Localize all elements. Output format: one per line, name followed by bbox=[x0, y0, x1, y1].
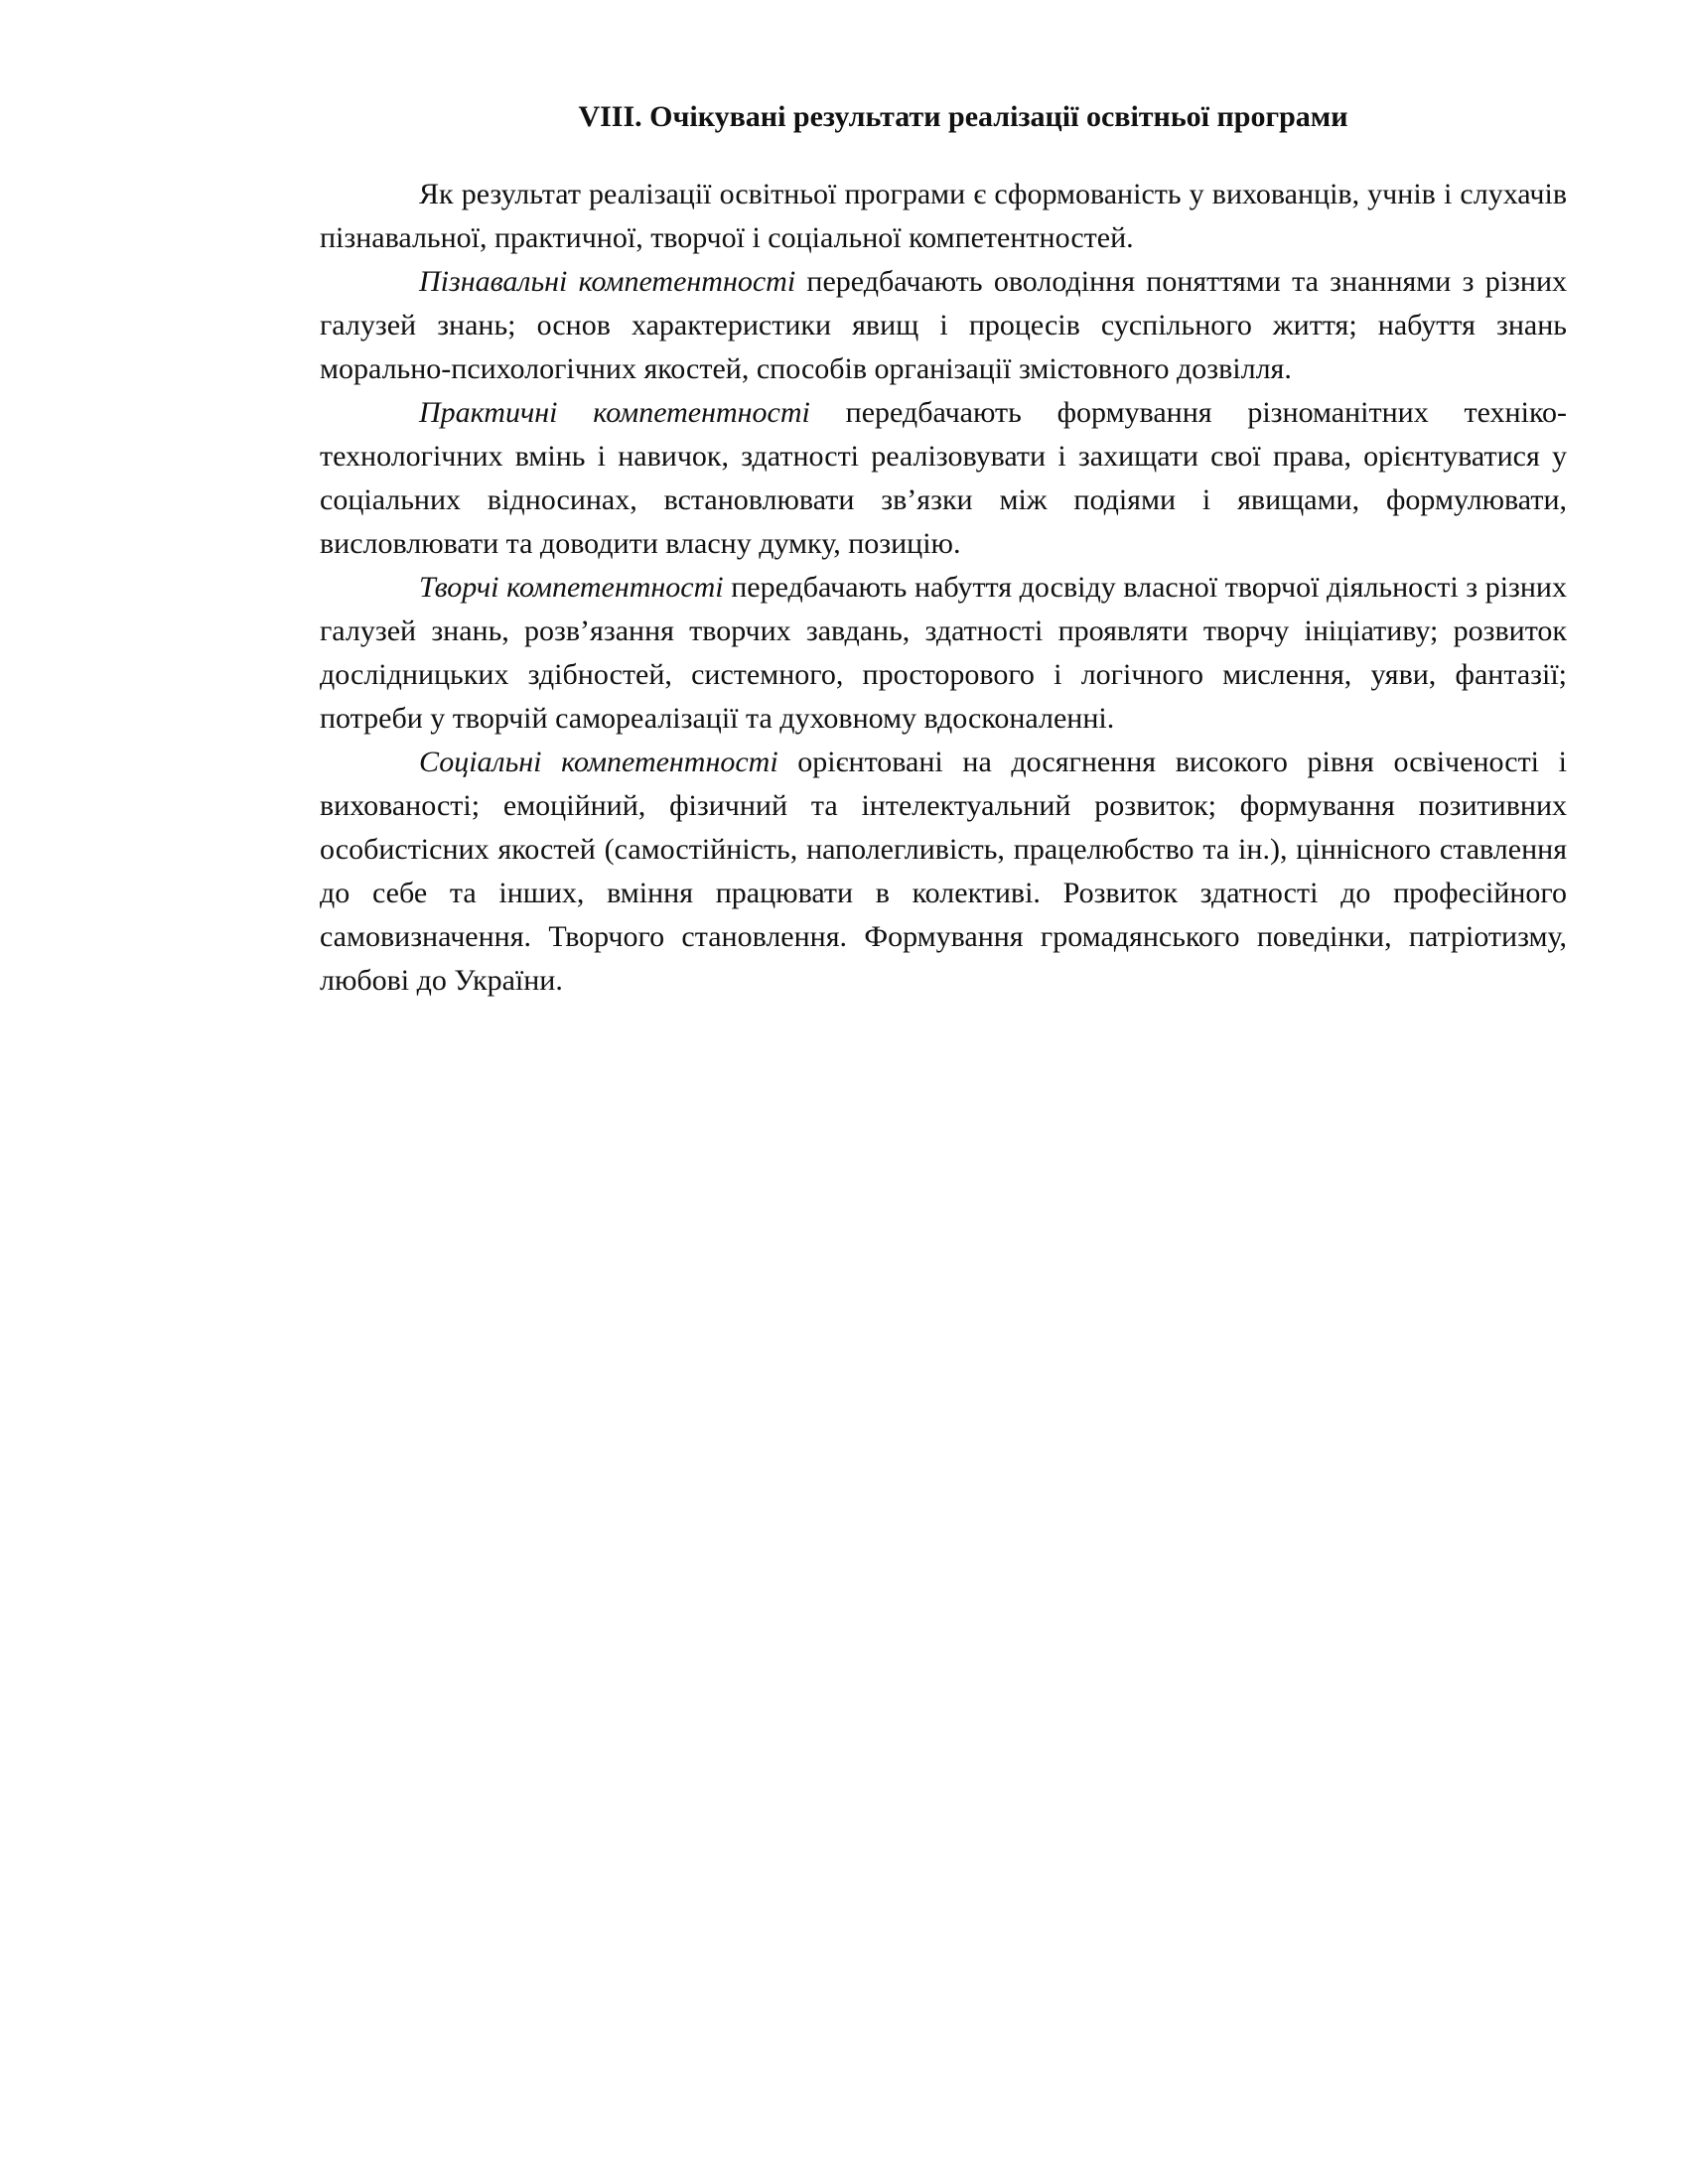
paragraph-text: орієнтовані на досягнення високого рівня освіченості і вихованості; емоційний, фізичний та інтелектуальний розвиток; формування позитивних особистісних якостей (самостійність, наполегливість, працелюбство та ін.), ціннісного ставлення до себе та інших, вміння працювати в колективі. Розвиток здатності до професійного самовизначення. Творчого становлення. Формування громадянського поведінки, патріотизму, любові до України. bbox=[320, 746, 1567, 997]
paragraph-social-competences bbox=[320, 741, 1567, 1003]
paragraph-text: передбачають оволодіння поняттями та знаннями з різних галузей знань; основ характеристики явищ і процесів суспільного життя; набуття знань морально-психологічних якостей, способів організації змістовного дозвілля. bbox=[320, 265, 1568, 385]
paragraph-practical-competences bbox=[320, 391, 1567, 566]
document-body bbox=[320, 95, 1567, 1003]
section-heading: VIII. Очікувані результати реалізації освітньої програми bbox=[578, 100, 1348, 133]
paragraph-intro bbox=[320, 173, 1567, 260]
paragraph-term: Соціальні компетентності bbox=[419, 746, 778, 778]
paragraph-text: передбачають набуття досвіду власної творчої діяльності з різних галузей знань, розв’язання творчих завдань, здатності проявляти творчу ініціативу; розвиток дослідницьких здібностей, системного, просторового і логічного мислення, уяви, фантазії; потреби у творчій самореалізації та духовному вдосконаленні. bbox=[320, 571, 1567, 735]
paragraph-creative-competences bbox=[320, 566, 1567, 741]
paragraph-term: Пізнавальні компетентності bbox=[419, 265, 796, 298]
paragraph-term: Практичні компетентності bbox=[419, 396, 810, 429]
paragraph-text: Як результат реалізації освітньої програми є сформованість у вихованців, учнів і слухачів пізнавальної, практичної, творчої і соціальної компетентностей. bbox=[320, 178, 1567, 254]
paragraph-cognitive-competences bbox=[320, 260, 1567, 391]
paragraph-term: Творчі компетентності bbox=[419, 571, 724, 604]
paragraph-text: передбачають формування різноманітних техніко-технологічних вмінь і навичок, здатності реалізовувати і захищати свої права, орієнтуватися у соціальних відносинах, встановлювати зв’язки між подіями і явищами, формулювати, висловлювати та доводити власну думку, позицію. bbox=[320, 396, 1567, 560]
